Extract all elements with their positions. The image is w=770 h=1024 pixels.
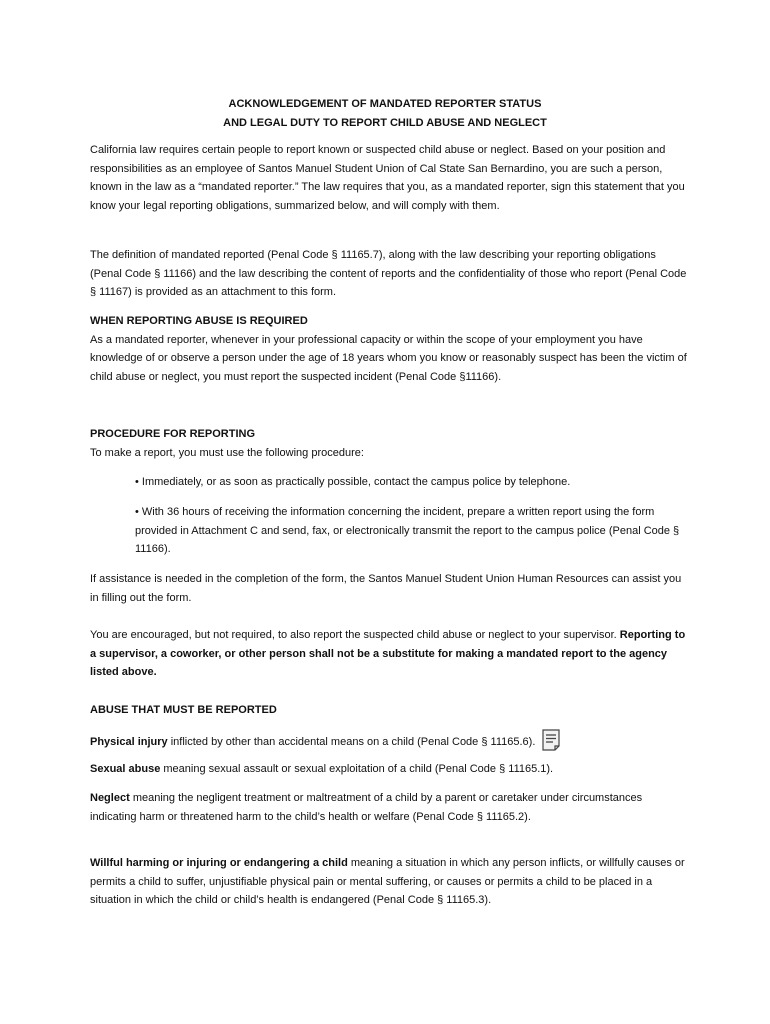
neglect-term: Neglect [90, 792, 130, 804]
when-required-heading: WHEN REPORTING ABUSE IS REQUIRED [90, 315, 308, 327]
physical-injury-item [90, 731, 690, 753]
procedure-heading: PROCEDURE FOR REPORTING [90, 428, 256, 440]
physical-injury-term: Physical injury [90, 735, 168, 748]
sexual-abuse-item [90, 760, 690, 779]
when-required-text: As a mandated reporter, whenever in your professional capacity or within the scope of your employment you have knowledge of or observe a person under the age of 18 years whom you know or reasonably suspect has been the victim of child abuse or neglect, you must report the suspected incident (Penal Code §11166). [90, 333, 687, 383]
document-note-icon[interactable] [542, 729, 560, 751]
intro-paragraph-1: California law requires certain people to report known or suspected child abuse or neglect. Based on your position and responsibilities as an employee of Santos Manuel Student Union of Cal State San Bernardino, you are such a person, known in the law as a “mandated reporter.” The law requires that you, as a mandated reporter, sign this statement that you know your legal reporting obligations, summarized below, and will comply with them. [90, 144, 685, 212]
procedure-bullet-1: • Immediately, or as soon as practically possible, contact the campus police by telephone. [135, 476, 571, 488]
assistance-paragraph: If assistance is needed in the completion of the form, the Santos Manuel Student Union Human Resources can assist you in filling out the form. [90, 573, 682, 604]
procedure-intro: To make a report, you must use the following procedure: [90, 446, 364, 459]
encouraged-bold-text: Reporting to a supervisor, a coworker, or other person shall not be a substitute for making a mandated report to the agency listed above. [90, 629, 686, 679]
sexual-abuse-term: Sexual abuse [90, 763, 161, 775]
title-line-2: AND LEGAL DUTY TO REPORT CHILD ABUSE AND NEGLECT [223, 116, 547, 129]
document-title [0, 95, 770, 132]
neglect-item [90, 789, 690, 826]
willful-harming-term: Willful harming or injuring or endangering a child [90, 857, 348, 869]
physical-injury-text: inflicted by other than accidental means on a child (Penal Code § 11165.6). [170, 735, 536, 748]
procedure-bullet-2: • With 36 hours of receiving the information concerning the incident, prepare a written report using the form provided in Attachment C and send, fax, or electronically transmit the report to the campus police (Penal Code § 11166). [135, 506, 680, 556]
abuse-heading: ABUSE THAT MUST BE REPORTED [90, 704, 277, 716]
title-line-1: ACKNOWLEDGEMENT OF MANDATED REPORTER STATUS [228, 98, 542, 110]
encouraged-paragraph [90, 626, 690, 682]
neglect-text: meaning the negligent treatment or maltreatment of a child by a parent or caretaker under circumstances indicating harm or threatened harm to the child’s health or welfare (Penal Code § 11165.2). [90, 792, 643, 823]
willful-harming-text: meaning a situation in which any person inflicts, or willfully causes or permits a child to suffer, unjustifiable physical pain or mental suffering, or causes or permits a child to be placed in a situation in which the child or child’s health is endangered (Penal Code § 11165.3). [90, 857, 685, 907]
intro-paragraph-2: The definition of mandated reported (Penal Code § 11165.7), along with the law describing your reporting obligations (Penal Code § 11166) and the law describing the content of reports and the confidentiality of those who report (Penal Code § 11167) is provided as an attachment to this form. [90, 249, 687, 299]
when-required-section [90, 312, 690, 386]
encouraged-text: You are encouraged, but not required, to also report the suspected child abuse or neglect to your supervisor. [90, 629, 617, 641]
sexual-abuse-text: meaning sexual assault or sexual exploitation of a child (Penal Code § 11165.1). [163, 763, 554, 775]
procedure-section [90, 425, 690, 462]
willful-harming-item [90, 854, 690, 910]
